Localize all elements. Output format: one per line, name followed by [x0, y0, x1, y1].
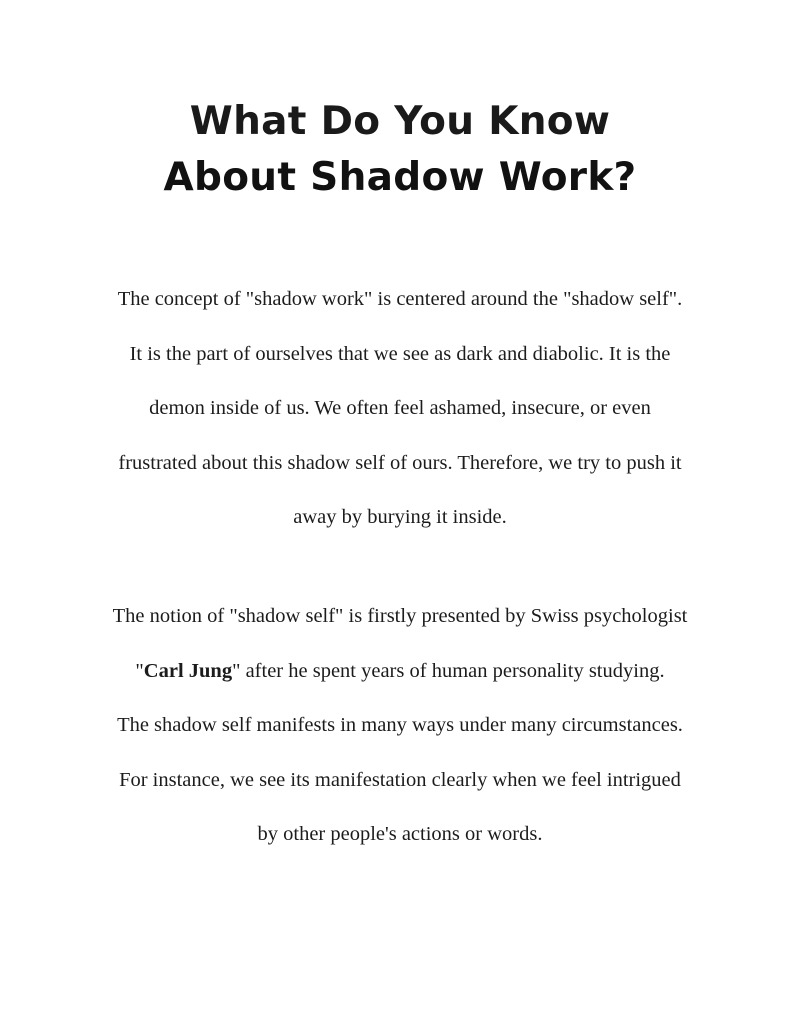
paragraph-line: For instance, we see its manifestation clearly when we feel intrigued: [119, 768, 681, 791]
paragraph-line: [40, 644, 760, 699]
carl-jung-name: Carl Jung: [143, 659, 233, 682]
paragraph-line: It is the part of ourselves that we see as dark and diabolic. It is the: [129, 342, 671, 365]
paragraph-line: away by burying it inside.: [293, 506, 507, 528]
paragraph-line: The concept of "shadow work" is centered around the "shadow self".: [117, 288, 683, 310]
paragraph-line: by other people's actions or words.: [257, 823, 543, 845]
paragraph-shadow-work-concept: [40, 272, 760, 545]
title-line: What Do You Know: [189, 99, 611, 144]
paragraph-line: The notion of "shadow self" is firstly presented by Swiss psychologist: [112, 605, 688, 627]
title-line: About Shadow Work?: [163, 155, 637, 200]
paragraph-shadow-self-origin: [40, 589, 760, 862]
line-text: " after he spent years of human personality studying.: [232, 659, 665, 682]
page-title: [0, 94, 800, 206]
paragraph-line: demon inside of us. We often feel ashamed, insecure, or even: [149, 397, 651, 419]
open-quote: ": [135, 659, 144, 682]
paragraph-line: frustrated about this shadow self of ours. Therefore, we try to push it: [118, 451, 682, 474]
paragraph-line: The shadow self manifests in many ways under many circumstances.: [117, 714, 683, 736]
